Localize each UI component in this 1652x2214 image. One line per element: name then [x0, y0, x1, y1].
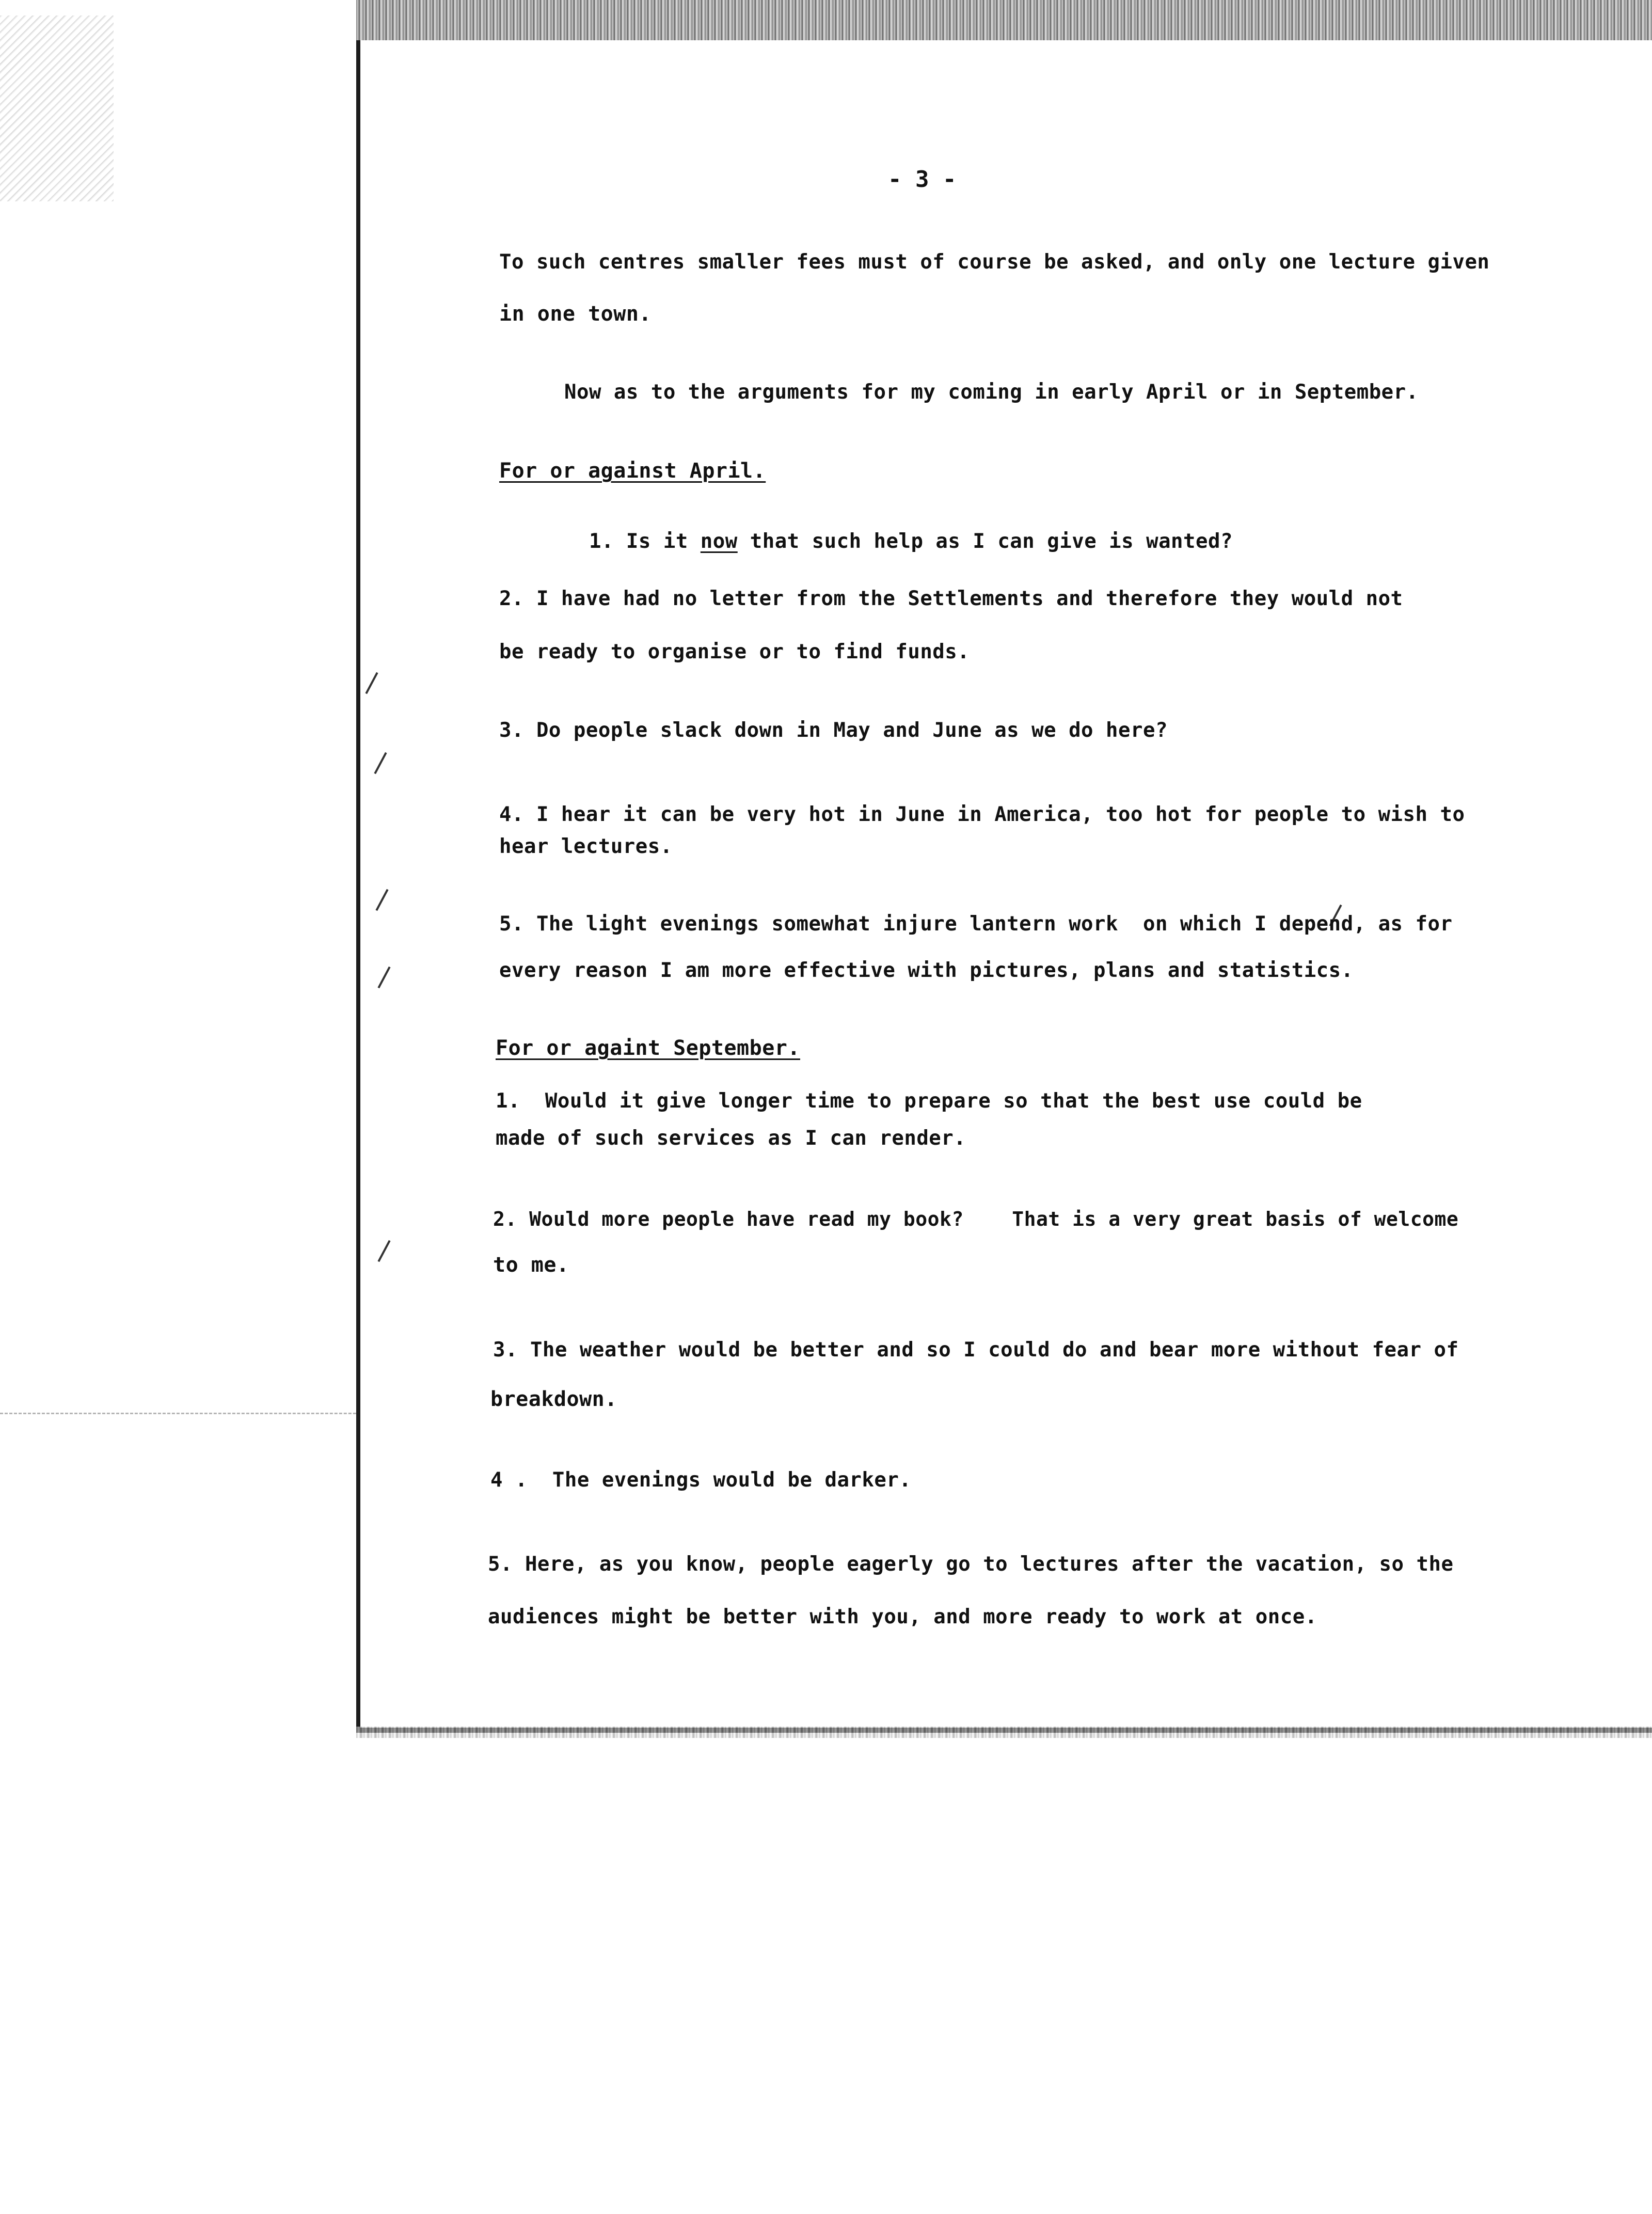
list-item: 1. Would it give longer time to prepare so that the best use could be [496, 1089, 1362, 1113]
list-item: 4 . The evenings would be darker. [490, 1468, 912, 1492]
list-item-continuation: breakdown. [490, 1387, 617, 1411]
list-item: 3. The weather would be better and so I could do and bear more without fear of [493, 1338, 1459, 1362]
list-item-continuation: hear lectures. [499, 835, 673, 858]
page-bottom-shadow [356, 1727, 1652, 1738]
page-number: - 3 - [888, 166, 957, 193]
list-item: 5. The light evenings somewhat injure lantern work on which I depend, as for [499, 912, 1453, 936]
body-line: To such centres smaller fees must of course be asked, and only one lecture given [499, 250, 1490, 274]
scan-top-edge [356, 0, 1652, 40]
list-item-text: 1. Is it [589, 530, 701, 553]
list-item: 4. I hear it can be very hot in June in America, too hot for people to wish to [499, 803, 1465, 826]
section-heading-april: For or against April. [499, 459, 766, 483]
list-item-text: that such help as I can give is wanted? [737, 530, 1233, 553]
list-item: 2. I have had no letter from the Settlements and therefore they would not [499, 587, 1403, 610]
list-item: 2. Would more people have read my book? That is a very great basis of welcome [493, 1208, 1459, 1230]
list-item-continuation: be ready to organise or to find funds. [499, 640, 970, 663]
body-line: Now as to the arguments for my coming in early April or in September. [564, 381, 1419, 404]
list-item-continuation: every reason I am more effective with pictures, plans and statistics. [499, 959, 1354, 982]
list-item-continuation: to me. [493, 1253, 569, 1277]
emphasis-now: now [700, 530, 738, 553]
list-item [564, 511, 1233, 551]
scan-speckle [0, 15, 114, 201]
list-item: 5. Here, as you know, people eagerly go to lectures after the vacation, so the [488, 1553, 1454, 1576]
section-heading-september: For or againt September. [496, 1036, 800, 1060]
list-item-continuation: made of such services as I can render. [496, 1127, 966, 1150]
list-item: 3. Do people slack down in May and June as we do here? [499, 719, 1168, 742]
list-item-continuation: audiences might be better with you, and more ready to work at once. [488, 1605, 1317, 1628]
body-line: in one town. [499, 302, 652, 326]
